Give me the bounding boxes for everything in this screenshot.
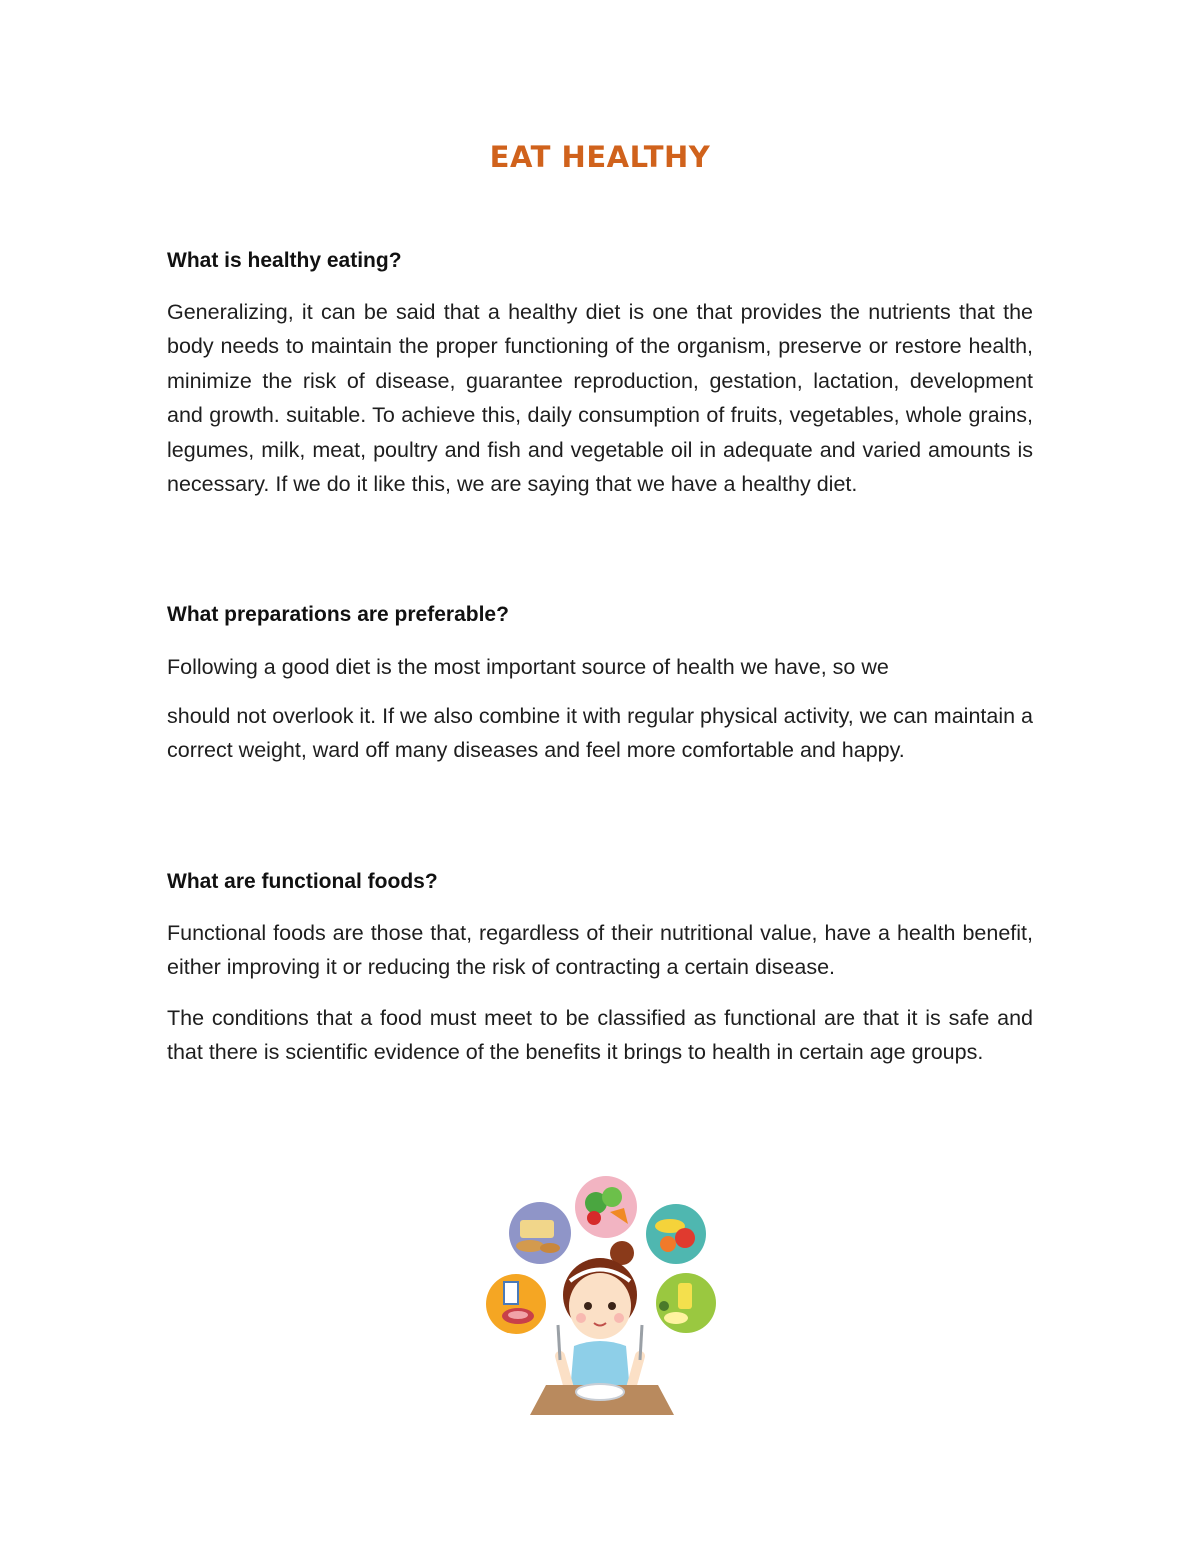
paragraph-preparations-2: should not overlook it. If we also combine it with regular physical activity, we can maintain a correct weight, ward off many diseases and feel more comfortable and happy. bbox=[167, 704, 1033, 763]
table-icon bbox=[530, 1384, 674, 1415]
oils-circle-icon bbox=[656, 1273, 716, 1333]
section-heading-preparations: What preparations are preferable? bbox=[167, 603, 509, 626]
page-title: EAT HEALTHY bbox=[489, 140, 711, 174]
girl-icon bbox=[558, 1241, 642, 1392]
section-heading-functional-foods: What are functional foods? bbox=[167, 870, 438, 893]
meat-dairy-circle-icon bbox=[486, 1274, 546, 1334]
paragraph-functional-foods-1: Functional foods are those that, regardless of their nutritional value, have a health benefit, either improving it or reducing the risk of contracting a certain disease. bbox=[167, 921, 1033, 980]
paragraph-functional-foods-2: The conditions that a food must meet to be classified as functional are that it is safe and that there is scientific evidence of the benefits it brings to health in certain age groups. bbox=[167, 1006, 1033, 1065]
section-heading-healthy-eating: What is healthy eating? bbox=[167, 249, 402, 272]
paragraph-preparations-1: Following a good diet is the most important source of health we have, so we bbox=[167, 655, 889, 679]
bread-circle-icon bbox=[509, 1202, 571, 1264]
fruits-circle-icon bbox=[646, 1204, 706, 1264]
vegetables-circle-icon bbox=[575, 1176, 637, 1238]
paragraph-healthy-eating: Generalizing, it can be said that a healthy diet is one that provides the nutrients that the body needs to maintain the proper functioning of the organism, preserve or restore health, minimize the risk of disease, guarantee reproduction, gestation, lactation, development and growth. suitable. To achieve this, daily consumption of fruits, vegetables, whole grains, legumes, milk, meat, poultry and fish and vegetable oil in adequate and varied amounts is necessary. If we do it like this, we are saying that we have a healthy diet. bbox=[167, 300, 1033, 497]
girl-with-food-groups-illustration bbox=[478, 1160, 728, 1420]
